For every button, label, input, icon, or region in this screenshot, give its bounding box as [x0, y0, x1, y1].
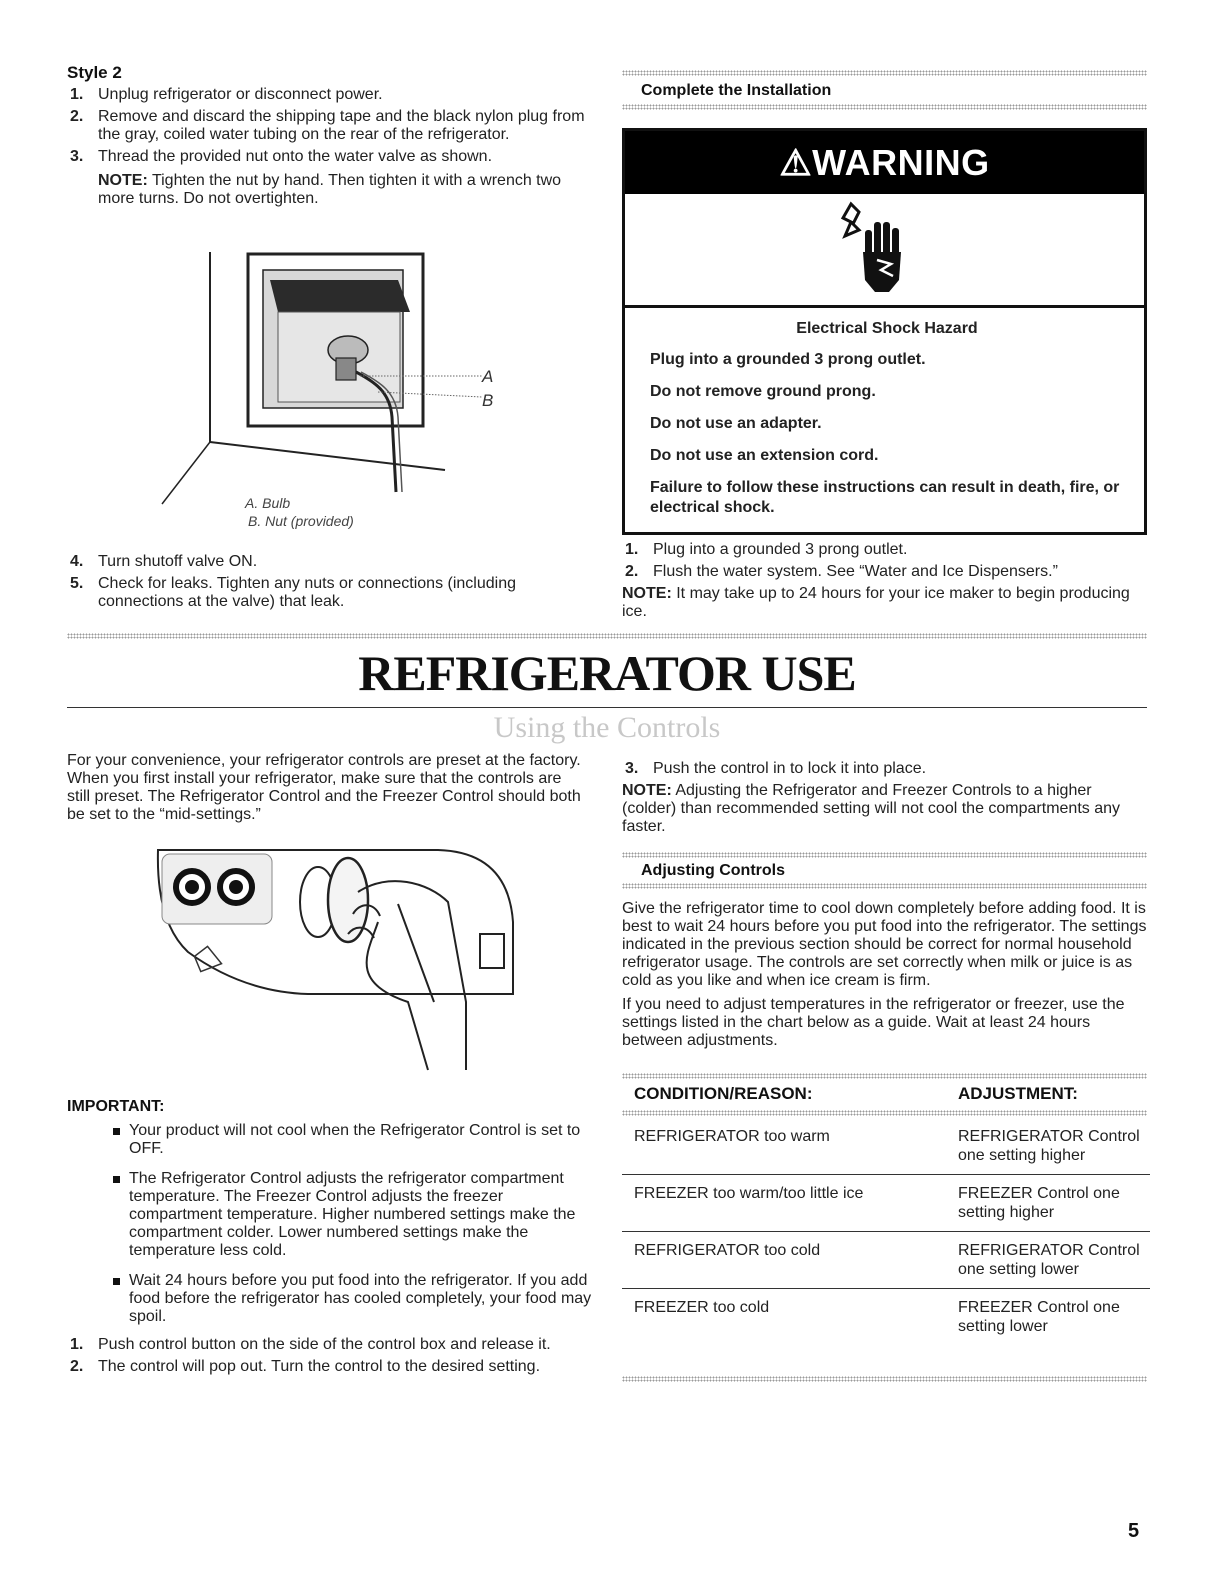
table-cell: REFRIGERATOR too warm: [622, 1118, 946, 1175]
note-label: NOTE:: [98, 172, 148, 189]
style2-section: [67, 64, 592, 208]
list-item: 4. Turn shutoff valve ON.: [70, 553, 258, 570]
section-subtitle: Using the Controls: [493, 711, 721, 744]
controls-step3: [622, 760, 1147, 836]
complete-install-heading: Complete the Installation: [641, 82, 832, 99]
divider: [622, 1110, 1147, 1116]
title-rule: [67, 707, 1147, 708]
warning-body: [625, 308, 1144, 518]
list-item: 1. Push control button on the side of the control box and release it.: [70, 1336, 551, 1353]
table-cell: FREEZER too cold: [634, 1299, 770, 1316]
adjustment-table: [622, 1118, 1150, 1345]
adjusting-heading: Adjusting Controls: [641, 862, 785, 879]
note-text: Adjusting the Refrigerator and Freezer Controls to a higher (colder) than recommended setting will not cool the compartments any faster.: [622, 782, 1121, 835]
list-item: 1. Unplug refrigerator or disconnect power.: [70, 86, 383, 103]
bullet-icon: [113, 1278, 120, 1285]
page-number: 5: [1128, 1520, 1140, 1542]
warning-line: Do not use an adapter.: [650, 415, 822, 432]
table-cell: REFRIGERATOR too cold: [622, 1232, 946, 1289]
list-item: 3. Thread the provided nut onto the water valve as shown.: [70, 148, 493, 165]
warning-box: [622, 128, 1147, 535]
controls-intro: For your convenience, your refrigerator controls are preset at the factory. When you first install your refrigerator, make sure that the controls are still preset. The Refrigerator Control and the Freezer Control should both be set to the “mid-settings.”: [67, 752, 581, 823]
adjusting-para: If you need to adjust temperatures in the refrigerator or freezer, use the settings listed in the chart below as a guide. Wait at least 24 hours between adjustments.: [622, 996, 1125, 1049]
table-row: [622, 1232, 1150, 1289]
column-header: CONDITION/REASON:: [634, 1084, 813, 1103]
page-title: REFRIGERATOR USE: [358, 645, 856, 701]
warning-line: Failure to follow these instructions can result in death, fire, or electrical shock.: [650, 479, 1120, 516]
figure-captions: [245, 494, 354, 530]
table-cell: FREEZER too warm/too little ice: [622, 1175, 946, 1232]
callout-b: B: [482, 391, 494, 410]
note-label: NOTE:: [622, 585, 672, 602]
list-item: 2. Remove and discard the shipping tape and the black nylon plug from the gray, coiled water tubing on the rear of the refrigerator.: [70, 108, 585, 143]
list-item: The Refrigerator Control adjusts the refrigerator compartment temperature. The Freezer Control adjusts the freezer compartment temperature. Higher numbered settings make the compartment colder. Lower numbered settings make the temperature less cold.: [67, 1170, 592, 1260]
important-bullets: [67, 1122, 592, 1380]
table-row: [622, 1289, 1150, 1346]
bullet-icon: [113, 1128, 120, 1135]
table-cell: REFRIGERATOR Control one setting higher: [946, 1118, 1150, 1175]
style2-heading: Style 2: [67, 63, 122, 82]
electric-shock-icon: [837, 200, 917, 300]
divider: [622, 104, 1147, 110]
control-box-illustration: [148, 842, 518, 1072]
complete-install-note: [622, 585, 1147, 621]
important-label: IMPORTANT:: [67, 1098, 165, 1115]
note-text: It may take up to 24 hours for your ice maker to begin producing ice.: [622, 585, 1130, 620]
list-item: 2. Flush the water system. See “Water and Ice Dispensers.”: [625, 563, 1058, 580]
list-item: 5. Check for leaks. Tighten any nuts or connections (including connections at the valve) that leak.: [70, 575, 517, 610]
table-row: [622, 1175, 1150, 1232]
style2-steps: [67, 86, 592, 166]
callout-a: A: [482, 367, 494, 386]
list-item: 2. The control will pop out. Turn the control to the desired setting.: [70, 1358, 541, 1375]
controls-note: [622, 782, 1147, 836]
list-item: 3. Push the control in to lock it into place.: [625, 760, 927, 777]
table-cell: FREEZER Control one setting higher: [946, 1175, 1150, 1232]
note-label: NOTE:: [622, 782, 672, 799]
divider: [622, 70, 1147, 76]
list-item: Wait 24 hours before you put food into the refrigerator. If you add food before the refrigerator has cooled completely, your food may spoil.: [67, 1272, 592, 1326]
hazard-title: Electrical Shock Hazard: [796, 320, 978, 337]
adjusting-para: Give the refrigerator time to cool down completely before adding food. It is best to wait 24 hours before you put food into the refrigerator. The settings indicated in the previous section should be correct for normal household refrigerator usage. The controls are set correctly when milk or juice is as cold as you like and when ice cream is firm.: [622, 900, 1147, 989]
divider: [622, 883, 1147, 889]
divider: [622, 852, 1147, 858]
caption-a: A. Bulb: [245, 495, 291, 511]
divider: [67, 633, 1147, 639]
column-header: ADJUSTMENT:: [958, 1084, 1078, 1103]
style2-note: [67, 172, 592, 208]
warning-line: Do not use an extension cord.: [650, 447, 879, 464]
table-row: [622, 1118, 1150, 1175]
warning-title: ⚠WARNING: [625, 131, 1144, 194]
caption-b: B. Nut (provided): [248, 513, 354, 529]
list-item: Your product will not cool when the Refrigerator Control is set to OFF.: [67, 1122, 592, 1158]
warning-line: Do not remove ground prong.: [650, 383, 876, 400]
warning-symbol-area: [625, 194, 1144, 308]
divider: [622, 1073, 1147, 1079]
table-cell: REFRIGERATOR Control one setting lower: [946, 1232, 1150, 1289]
style2-steps-after: [67, 553, 592, 615]
water-valve-illustration: [160, 242, 510, 512]
note-text: Tighten the nut by hand. Then tighten it with a wrench two more turns. Do not overtighten.: [98, 172, 562, 207]
warning-line: Plug into a grounded 3 prong outlet.: [650, 351, 926, 368]
complete-install-steps: [622, 541, 1147, 621]
adjusting-text: [622, 900, 1147, 1050]
bullet-icon: [113, 1176, 120, 1183]
table-cell: FREEZER Control one setting lower: [958, 1299, 1120, 1335]
divider: [622, 1376, 1147, 1382]
list-item: 1. Plug into a grounded 3 prong outlet.: [625, 541, 908, 558]
